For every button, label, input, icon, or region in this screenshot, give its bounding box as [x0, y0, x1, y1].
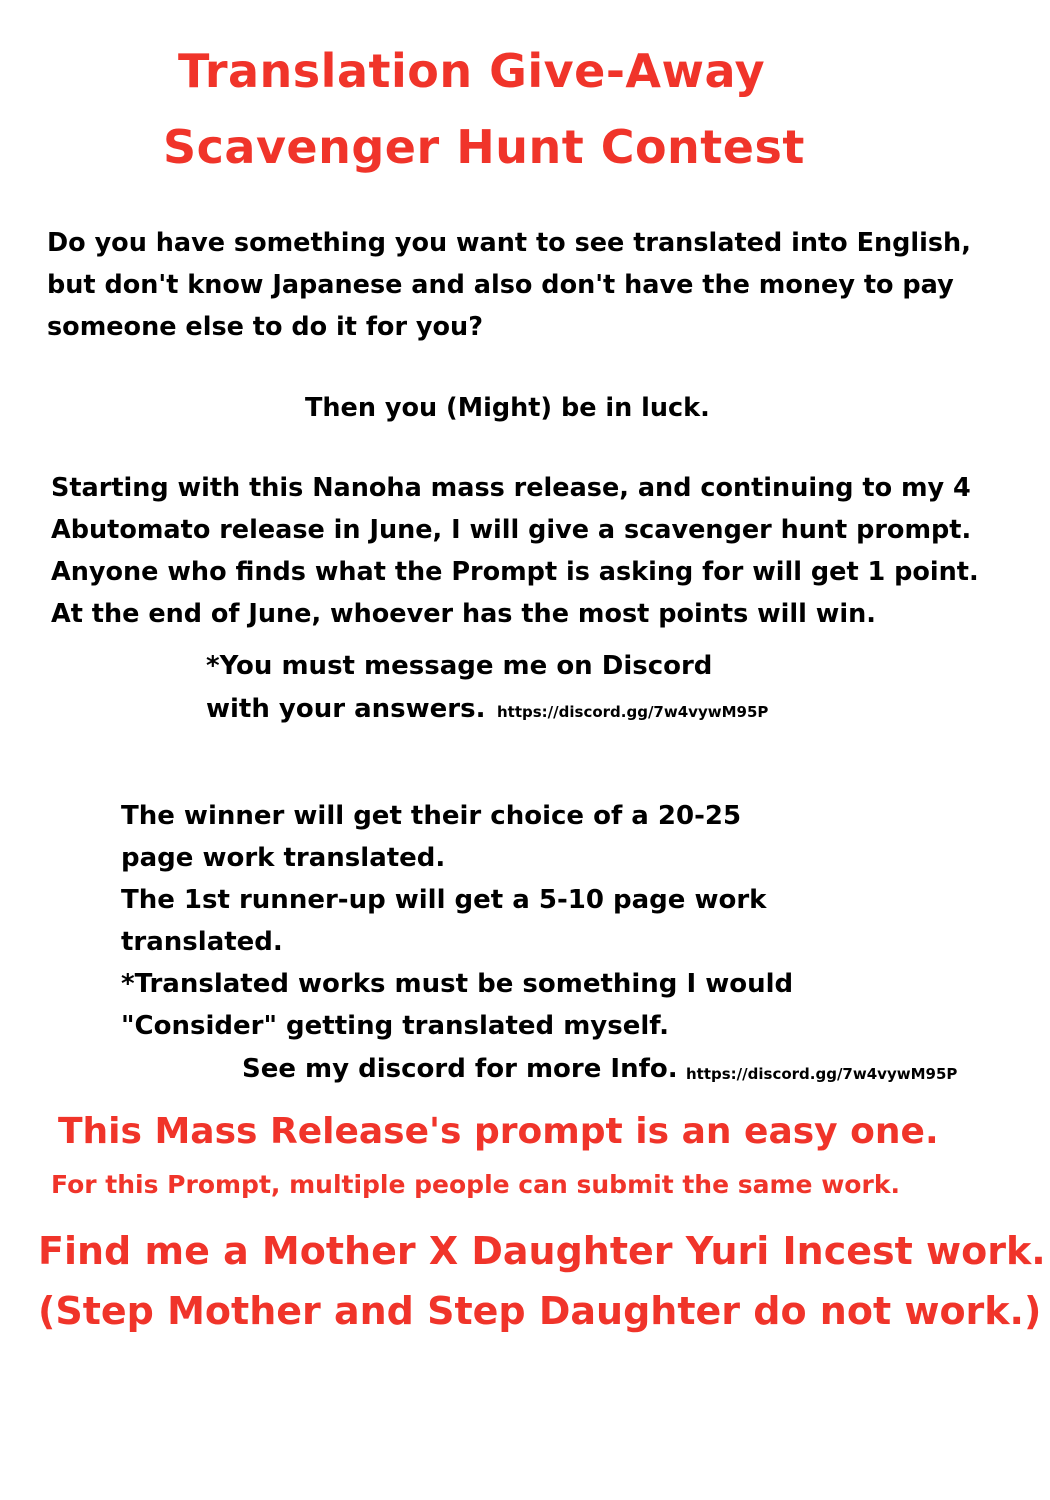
intro-line-1: Do you have something you want to see translated into English,	[47, 228, 971, 258]
discord-note-line-1: *You must message me on Discord	[206, 651, 713, 681]
prompt-note: For this Prompt, multiple people can submit the same work.	[51, 1170, 900, 1199]
prizes-line-5: *Translated works must be something I would	[121, 969, 794, 999]
prizes-line-2: page work translated.	[121, 843, 446, 873]
rules-line-2: Abutomato release in June, I will give a scavenger hunt prompt.	[51, 515, 972, 545]
title-line-2: Scavenger Hunt Contest	[163, 120, 805, 174]
prizes-line-3: The 1st runner-up will get a 5-10 page work	[121, 885, 767, 915]
rules-line-1: Starting with this Nanoha mass release, and continuing to my 4	[51, 473, 971, 503]
title-line-1: Translation Give-Away	[178, 44, 766, 98]
intro-line-3: someone else to do it for you?	[47, 312, 483, 342]
discord-link-2[interactable]: https://discord.gg/7w4vywM95P	[686, 1065, 958, 1083]
prompt-line-1: Find me a Mother X Daughter Yuri Incest work.	[38, 1229, 1046, 1273]
rules-line-3: Anyone who finds what the Prompt is asking for will get 1 point.	[51, 557, 979, 587]
prizes-line-1: The winner will get their choice of a 20-25	[121, 801, 742, 831]
prompt-line-2: (Step Mother and Step Daughter do not work.)	[38, 1289, 1042, 1333]
intro-line-2: but don't know Japanese and also don't have the money to pay	[47, 270, 954, 300]
luck-line: Then you (Might) be in luck.	[305, 393, 710, 423]
prizes-line-6: "Consider" getting translated myself.	[121, 1011, 670, 1041]
prompt-heading: This Mass Release's prompt is an easy one.	[58, 1111, 939, 1152]
prizes-line-4: translated.	[121, 927, 283, 957]
rules-line-4: At the end of June, whoever has the most points will win.	[51, 599, 876, 629]
discord-note-line-2: with your answers.	[206, 694, 486, 724]
more-info-text: See my discord for more Info.	[242, 1054, 678, 1084]
discord-link[interactable]: https://discord.gg/7w4vywM95P	[497, 703, 769, 721]
